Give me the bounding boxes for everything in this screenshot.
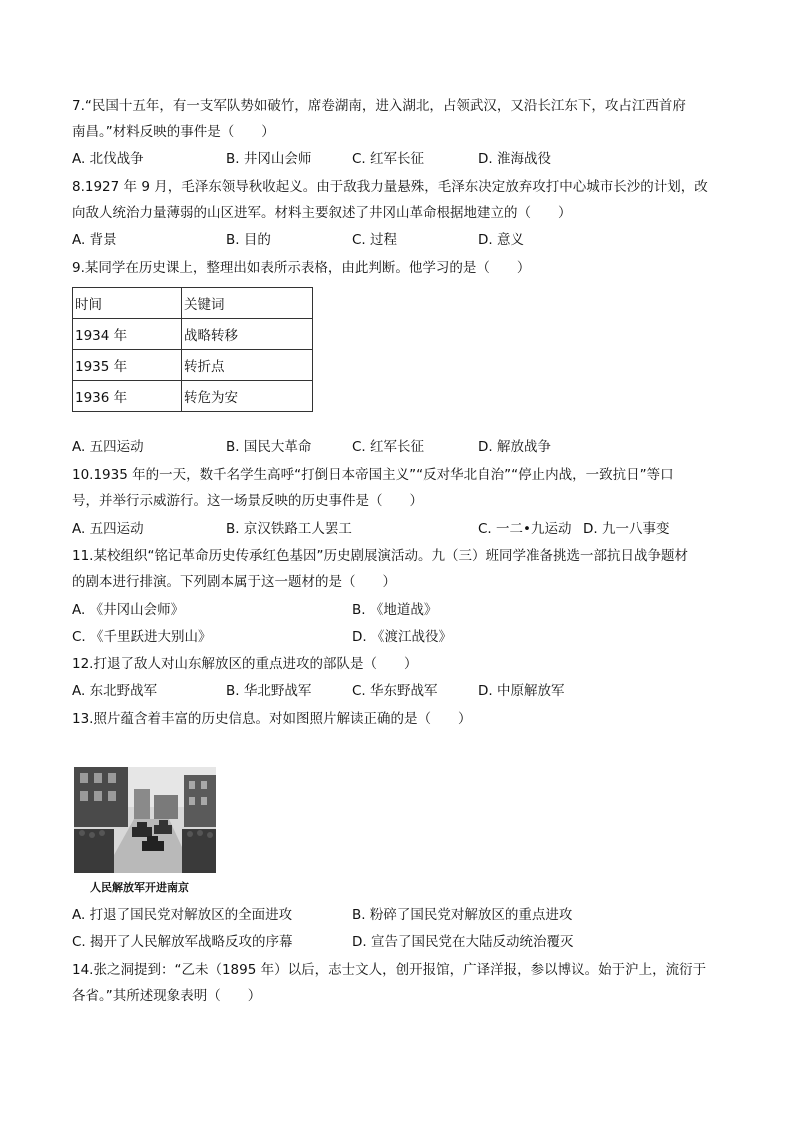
q12-text-line1: 12.打退了敌人对山东解放区的重点进攻的部队是（ ）: [72, 656, 418, 672]
q8-option-a: A. 背景: [72, 232, 117, 248]
table-cell-year: 1935 年: [73, 350, 182, 381]
q9-option-c: C. 红军长征: [352, 439, 425, 455]
q11-option-b: B. 《地道战》: [352, 602, 438, 618]
keyword-table: [72, 287, 313, 412]
q9-option-b: B. 国民大革命: [226, 439, 312, 455]
q13-option-c: C. 揭开了人民解放军战略反攻的序幕: [72, 934, 293, 950]
table-header-keyword: 关键词: [182, 288, 313, 319]
q11-option-d: D. 《渡江战役》: [352, 629, 452, 645]
table-row: [73, 350, 313, 381]
q10-option-b: B. 京汉铁路工人罢工: [226, 521, 352, 537]
q7-option-b: B. 井冈山会师: [226, 151, 312, 167]
q7-option-d: D. 淮海战役: [478, 151, 551, 167]
q14-text-line1: 14.张之洞提到：“乙未（1895 年）以后，志士文人，创开报馆，广译洋报，参以博议。始于沪上，流衍于: [72, 962, 707, 978]
q12-option-b: B. 华北野战军: [226, 683, 312, 699]
q13-option-b: B. 粉碎了国民党对解放区的重点进攻: [352, 907, 573, 923]
q8-text-line1: 8.1927 年 9 月，毛泽东领导秋收起义。由于敌我力量悬殊，毛泽东决定放弃攻打中心城市长沙的计划，改: [72, 179, 708, 195]
q8-option-c: C. 过程: [352, 232, 398, 248]
q7-text-line1: 7.“民国十五年，有一支军队势如破竹，席卷湖南，进入湖北，占领武汉，又沿长江东下，攻占江西首府: [72, 98, 686, 114]
q8-option-b: B. 目的: [226, 232, 271, 248]
q9-option-d: D. 解放战争: [478, 439, 551, 455]
q8-option-d: D. 意义: [478, 232, 524, 248]
q10-option-c: C. 一二•九运动: [478, 521, 572, 537]
q7-option-c: C. 红军长征: [352, 151, 425, 167]
q11-option-c: C. 《千里跃进大别山》: [72, 629, 212, 645]
q13-text-line1: 13.照片蕴含着丰富的历史信息。对如图照片解读正确的是（ ）: [72, 711, 472, 727]
q12-option-a: A. 东北野战军: [72, 683, 158, 699]
q11-text-line1: 11.某校组织“铭记革命历史传承红色基因”历史剧展演活动。九（三）班同学准备挑选一部抗日战争题材: [72, 548, 688, 564]
q10-option-a: A. 五四运动: [72, 521, 144, 537]
table-cell-keyword: 转折点: [182, 350, 313, 381]
q7-text-line2: 南昌。”材料反映的事件是（ ）: [72, 124, 275, 140]
q10-text-line1: 10.1935 年的一天，数千名学生高呼“打倒日本帝国主义”“反对华北自治”“停止内战，一致抗日”等口: [72, 467, 674, 483]
q10-option-d: D. 九一八事变: [583, 521, 670, 537]
q11-option-a: A. 《井冈山会师》: [72, 602, 185, 618]
q12-option-d: D. 中原解放军: [478, 683, 565, 699]
q12-option-c: C. 华东野战军: [352, 683, 438, 699]
q10-text-line2: 号，并举行示威游行。这一场景反映的历史事件是（ ）: [72, 493, 423, 509]
q11-text-line2: 的剧本进行排演。下列剧本属于这一题材的是（ ）: [72, 574, 396, 590]
historical-photo: [74, 767, 216, 873]
photo-army-entering-nanjing: [74, 767, 216, 873]
table-header-time: 时间: [73, 288, 182, 319]
q7-option-a: A. 北伐战争: [72, 151, 144, 167]
q9-text-line1: 9.某同学在历史课上，整理出如表所示表格，由此判断。他学习的是（ ）: [72, 260, 531, 276]
q13-option-a: A. 打退了国民党对解放区的全面进攻: [72, 907, 293, 923]
q9-option-a: A. 五四运动: [72, 439, 144, 455]
table-row: [73, 381, 313, 412]
table-header-row: [73, 288, 313, 319]
table-cell-year: 1936 年: [73, 381, 182, 412]
table-cell-keyword: 战略转移: [182, 319, 313, 350]
table-cell-year: 1934 年: [73, 319, 182, 350]
q14-text-line2: 各省。”其所述现象表明（ ）: [72, 988, 262, 1004]
q13-option-d: D. 宣告了国民党在大陆反动统治覆灭: [352, 934, 574, 950]
photo-caption: 人民解放军开进南京: [90, 881, 189, 894]
table-cell-keyword: 转危为安: [182, 381, 313, 412]
table-row: [73, 319, 313, 350]
q8-text-line2: 向敌人统治力量薄弱的山区进军。材料主要叙述了井冈山革命根据地建立的（ ）: [72, 205, 572, 221]
